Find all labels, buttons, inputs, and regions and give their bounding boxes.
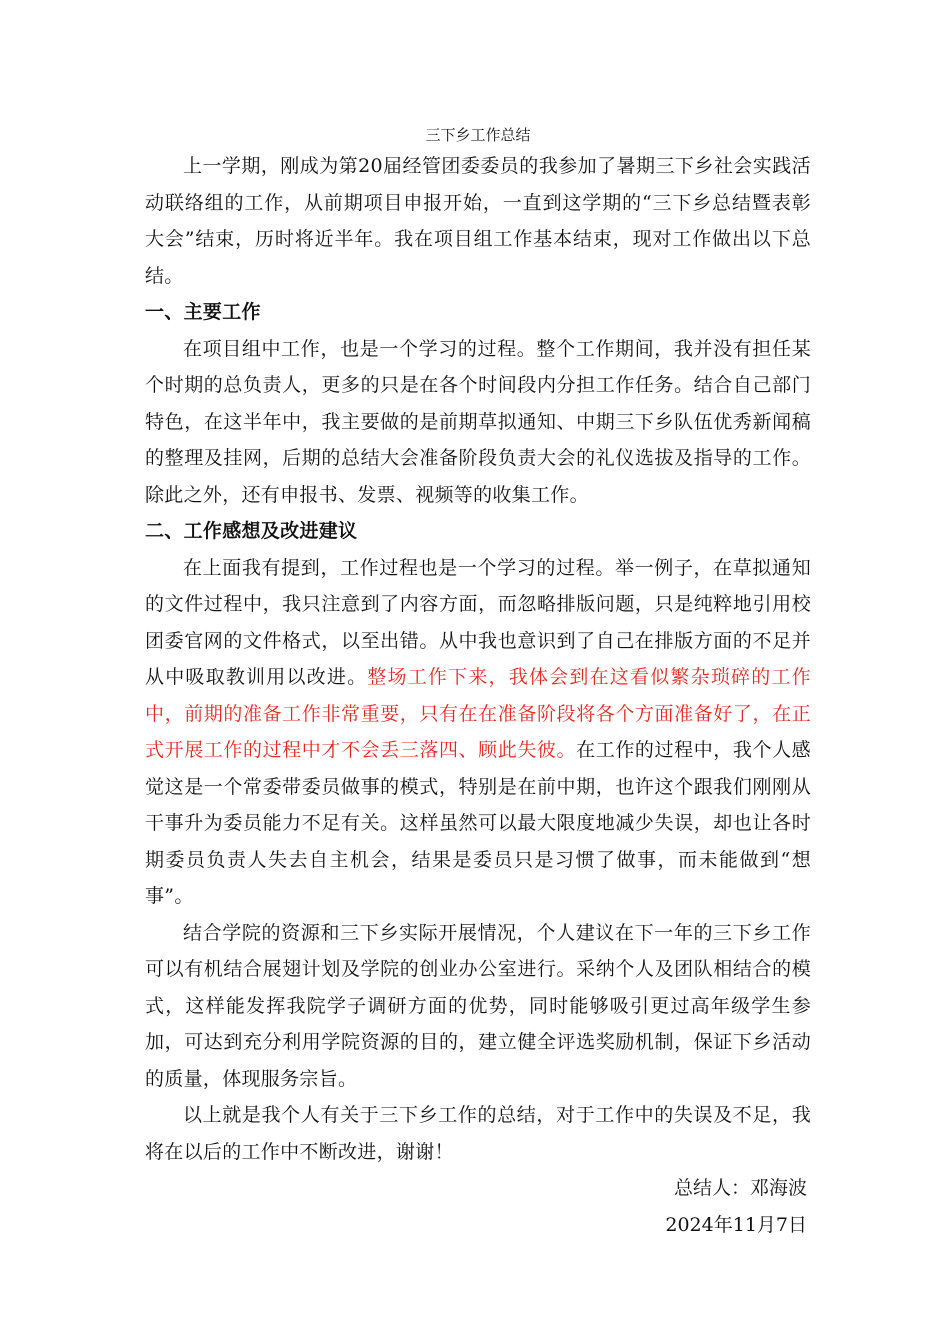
section-2-heading: 二、工作感想及改进建议 [145, 520, 358, 542]
highlighted-text: 整场工作下来，我体会到在这看似繁杂琐碎的工作中，前期的准备工作非常重要，只有在在准备阶段将各个方面准备好了，在正式开展工作的过程中才不会丢三落四、顾此失彼。 [145, 666, 811, 761]
intro-paragraph: 上一学期，刚成为第20届经管团委委员的我参加了暑期三下乡社会实践活动联络组的工作，从前期项目申报开始，一直到这学期的“三下乡总结暨表彰大会”结束，历时将近半年。我在项目组工作基本结束，现对工作做出以下总结。 [145, 155, 811, 287]
closing-paragraph: 以上就是我个人有关于三下乡工作的总结，对于工作中的失误及不足，我将在以后的工作中不断改进，谢谢！ [145, 1104, 811, 1163]
section-2-paragraph-2: 结合学院的资源和三下乡实际开展情况，个人建议在下一年的三下乡工作可以有机结合展翅计划及学院的创业办公室进行。采纳个人及团队相结合的模式，这样能发挥我院学子调研方面的优势，同时能够吸引更过高年级学生参加，可达到充分利用学院资源的目的，建立健全评选奖励机制，保证下乡活动的质量，体现服务宗旨。 [145, 921, 811, 1090]
section-1-paragraph: 在项目组中工作，也是一个学习的过程。整个工作期间，我并没有担任某个时期的总负责人，更多的只是在各个时间段内分担工作任务。结合自己部门特色，在这半年中，我主要做的是前期草拟通知、中期三下乡队伍优秀新闻稿的整理及挂网，后期的总结大会准备阶段负责大会的礼仪选拔及指导的工作。除此之外，还有申报书、发票、视频等的收集工作。 [145, 337, 811, 506]
signature: 总结人：邓海波 [673, 1177, 807, 1199]
section-2-paragraph-1-lead: 在上面我有提到，工作过程也是一个学习的过程。举一例子，在草拟通知的文件过程中，我只注意到了内容方面，而忽略排版问题，只是纯粹地引用校团委官网的文件格式，以至出错。从中我也意识到了自己在排版方面的不足并从中吸取教训用以改进。 [145, 556, 811, 688]
date: 2024年11月7日 [665, 1213, 807, 1236]
document-body [145, 122, 811, 1243]
section-2-paragraph-1 [145, 550, 811, 915]
document-title: 三下乡工作总结 [425, 126, 531, 144]
section-1-heading: 一、主要工作 [145, 301, 261, 323]
section-2-paragraph-1-tail: 在工作的过程中，我个人感觉这是一个常委带委员做事的模式，特别是在前中期，也许这个跟我们刚刚从干事升为委员能力不足有关。这样虽然可以最大限度地减少失误，却也让各时期委员负责人失去自主机会，结果是委员只是习惯了做事，而未能做到“想事”。 [145, 739, 811, 907]
